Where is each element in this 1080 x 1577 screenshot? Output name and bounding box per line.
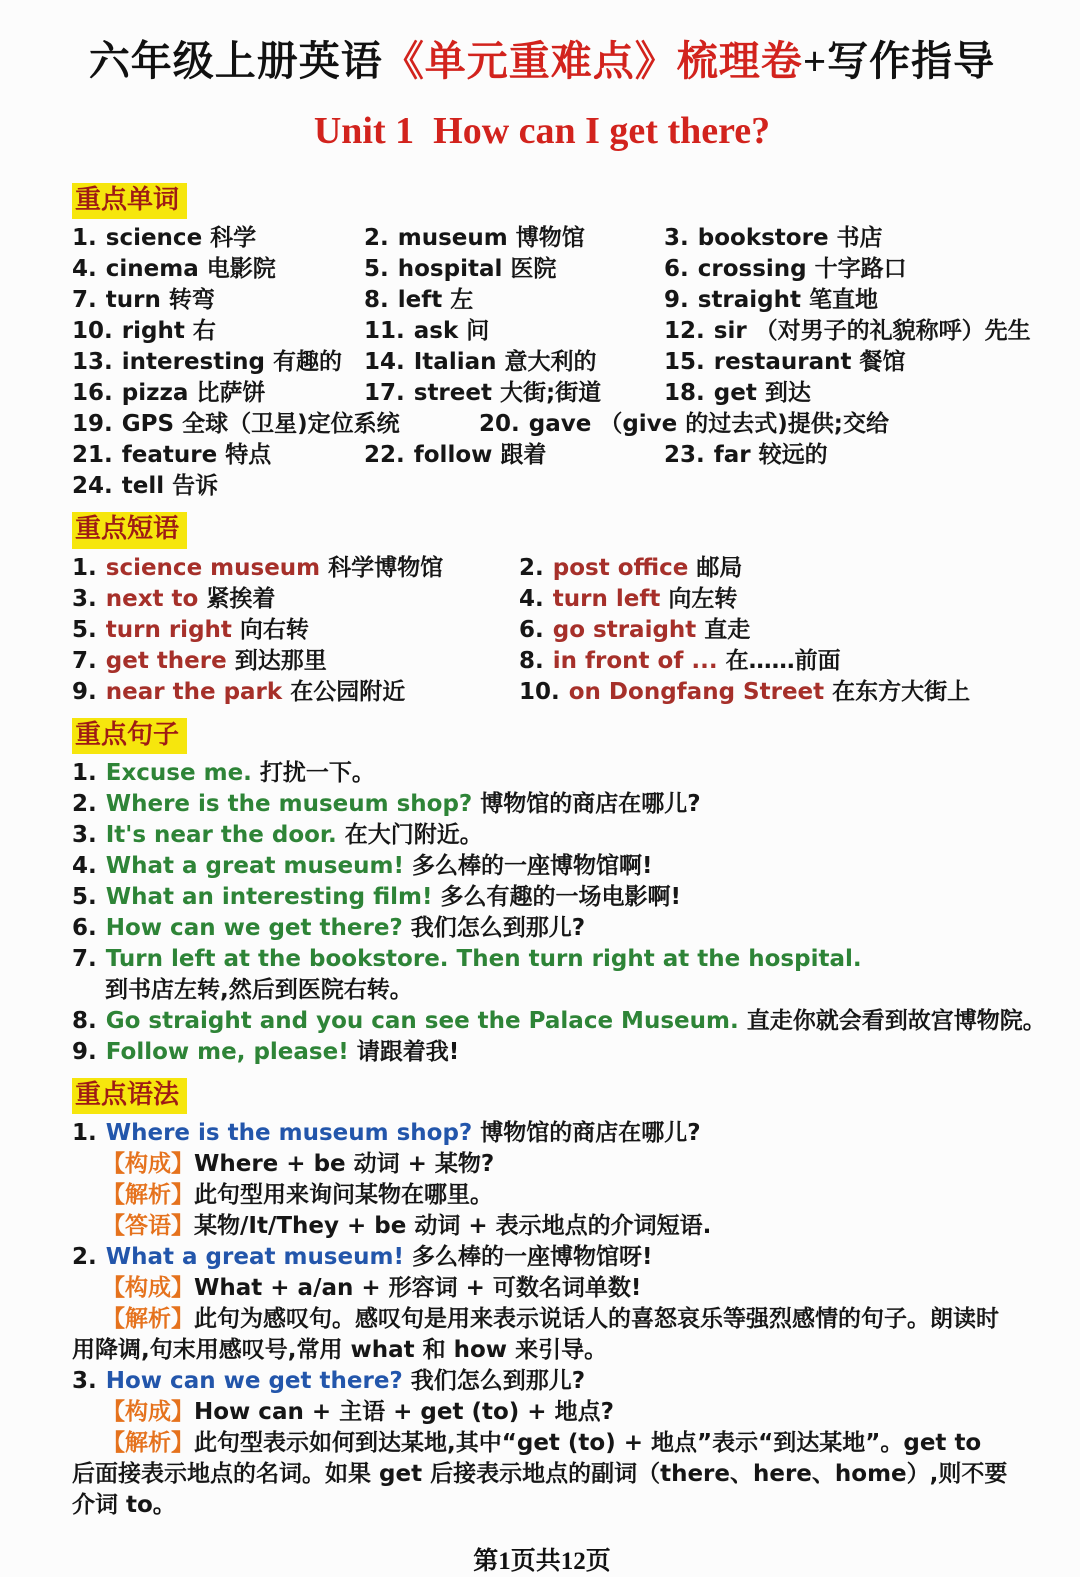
word-item: 9. straight 笔直地 [664,287,879,314]
section-header-words: 重点单词 [72,183,187,219]
word-item: 20. gave （give 的过去式)提供;交给 [479,411,889,438]
bracket-tag: 【解析】 [102,1181,194,1208]
section-words [72,183,1031,502]
word-row [72,347,1012,378]
grammar-sentence: 3. How can we get there? 我们怎么到那儿? [72,1367,586,1394]
section-phrases [72,512,1012,707]
grammar-item [72,1118,1012,1242]
sentence-item: 8. Go straight and you can see the Palace Museum. 直走你就会看到故宫博物院。 [72,1007,1046,1034]
sentence-item: 1. Excuse me. 打扰一下。 [72,759,375,786]
word-item: 5. hospital 医院 [364,256,557,283]
word-item: 7. turn 转弯 [72,287,215,314]
word-row [72,471,1012,502]
word-item: 12. sir （对男子的礼貌称呼）先生 [664,318,1031,345]
word-item: 2. museum 博物馆 [364,225,585,252]
word-row [72,440,1012,471]
sentence-item: 3. It's near the door. 在大门附近。 [72,821,483,848]
word-item: 6. crossing 十字路口 [664,256,907,283]
word-row [72,254,1012,285]
phrase-item: 1. science museum 科学博物馆 [72,554,444,581]
sentence-item: 2. Where is the museum shop? 博物馆的商店在哪儿? [72,790,701,817]
grammar-line: 【构成】How can + 主语 + get (to) + 地点? [102,1398,614,1425]
word-item: 3. bookstore 书店 [664,225,883,252]
phrase-item: 7. get there 到达那里 [72,647,327,674]
word-row [72,378,1012,409]
phrase-row [72,615,1012,646]
bracket-tag: 【解析】 [102,1429,194,1456]
sentence-item: 5. What an interesting film! 多么有趣的一场电影啊! [72,883,682,910]
word-item: 24. tell 告诉 [72,473,219,500]
bracket-tag: 【解析】 [102,1305,194,1332]
phrase-item: 9. near the park 在公园附近 [72,678,406,705]
sentence-item-continuation: 到书店左转,然后到医院右转。 [105,976,413,1003]
word-item: 21. feature 特点 [72,442,272,469]
word-item: 14. Italian 意大利的 [364,349,597,376]
sentence-list [72,758,1046,1068]
section-header-sentences: 重点句子 [72,718,187,754]
section-header-grammar: 重点语法 [72,1078,187,1114]
word-item: 22. follow 跟着 [364,442,547,469]
title-part-black-1: 六年级上册英语 [88,38,383,84]
bracket-tag: 【构成】 [102,1150,194,1177]
phrase-row [72,553,1012,584]
phrase-item: 6. go straight 直走 [519,616,751,643]
grammar-line: 【构成】What + a/an + 形容词 + 可数名词单数! [102,1274,642,1301]
phrase-item: 3. next to 紧挨着 [72,585,276,612]
grammar-item [72,1366,1012,1521]
grammar-line: 【答语】某物/It/They + be 动词 + 表示地点的介词短语. [102,1212,712,1239]
title-part-black-2: +写作指导 [802,38,996,84]
bracket-tag: 【构成】 [102,1274,194,1301]
word-item: 11. ask 问 [364,318,490,345]
grammar-sentence: 1. Where is the museum shop? 博物馆的商店在哪儿? [72,1119,701,1146]
grammar-sentence: 2. What a great museum! 多么棒的一座博物馆呀! [72,1243,653,1270]
phrase-item: 5. turn right 向右转 [72,616,309,643]
section-header-phrases: 重点短语 [72,512,187,548]
word-item: 13. interesting 有趣的 [72,349,342,376]
word-item: 18. get 到达 [664,380,811,407]
title-part-red: 《单元重难点》梳理卷 [382,38,803,84]
unit-title: Unit 1 How can I get there? [313,110,771,153]
page-title [72,38,1012,85]
section-grammar [72,1078,1012,1521]
sentence-item: 9. Follow me, please! 请跟着我! [72,1038,460,1065]
word-row [72,409,1012,440]
bracket-tag: 【构成】 [102,1398,194,1425]
word-item: 4. cinema 电影院 [72,256,276,283]
word-item: 16. pizza 比萨饼 [72,380,266,407]
phrase-row [72,646,1012,677]
grammar-list [72,1118,1012,1521]
phrase-row [72,584,1012,615]
word-item: 17. street 大街;街道 [364,380,602,407]
page-footer: 第1页共12页 [473,1547,611,1575]
grammar-line: 【解析】此句型用来询问某物在哪里。 [102,1181,493,1208]
word-item: 8. left 左 [364,287,474,314]
word-item: 1. science 科学 [72,225,257,252]
phrase-item: 10. on Dongfang Street 在东方大街上 [519,678,971,705]
phrase-item: 8. in front of ... 在……前面 [519,647,841,674]
word-row [72,223,1012,254]
grammar-line: 【解析】此句为感叹句。感叹句是用来表示说话人的喜怒哀乐等强烈感情的句子。朗读时用降调,句末用感叹号,常用 what 和 how 来引导。 [72,1305,999,1363]
phrase-item: 2. post office 邮局 [519,554,743,581]
word-list [72,223,1031,502]
word-row [72,285,1012,316]
phrase-row [72,677,1012,708]
grammar-item [72,1242,1012,1366]
word-row [72,316,1031,347]
section-sentences [72,718,1046,1068]
sentence-item: 6. How can we get there? 我们怎么到那儿? [72,914,586,941]
grammar-line: 【构成】Where + be 动词 + 某物? [102,1150,495,1177]
bracket-tag: 【答语】 [102,1212,194,1239]
word-item: 10. right 右 [72,318,216,345]
phrase-list [72,553,1012,708]
sentence-item: 4. What a great museum! 多么棒的一座博物馆啊! [72,852,653,879]
word-item: 19. GPS 全球（卫星)定位系统 [72,411,400,438]
word-item: 23. far 较远的 [664,442,828,469]
phrase-item: 4. turn left 向左转 [519,585,738,612]
word-item: 15. restaurant 餐馆 [664,349,906,376]
grammar-line: 【解析】此句型表示如何到达某地,其中“get (to) + 地点”表示“到达某地”。get to 后面接表示地点的名词。如果 get 后接表示地点的副词（there、here、home）,则不要介词 to。 [72,1429,1008,1518]
sentence-item: 7. Turn left at the bookstore. Then turn right at the hospital. [72,945,862,972]
